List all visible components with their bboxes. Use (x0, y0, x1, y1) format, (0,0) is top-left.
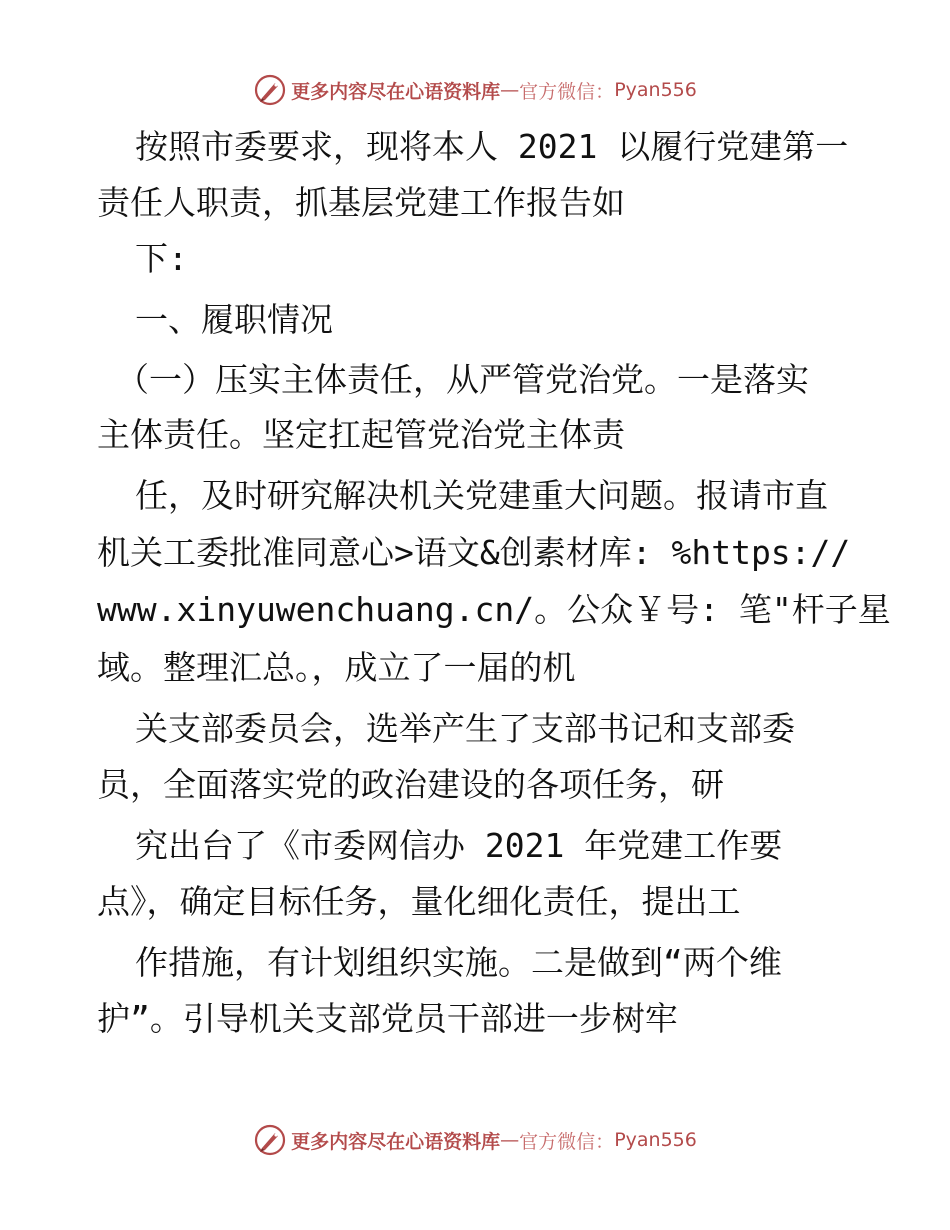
text-line: 下: (135, 239, 188, 278)
text-line: 任，及时研究解决机关党建重大问题。报请市直 (135, 476, 828, 515)
pen-logo-icon (253, 1123, 287, 1157)
text-line: 作措施，有计划组织实施。二是做到“两个维 (135, 943, 782, 982)
banner-dash: — (500, 79, 520, 101)
text-line: 护”。引导机关支部党员干部进一步树牢 (97, 999, 678, 1038)
banner-lead-text: 更多内容尽在心语资料库 (291, 1130, 501, 1153)
text-line: 机关工委批准同意心>语文&创素材库: %https:// (97, 533, 851, 572)
banner-wechat-label: 官方微信： (519, 1130, 615, 1153)
text-line: 员，全面落实党的政治建设的各项任务，研 (97, 765, 724, 804)
text-line: 域。整理汇总。，成立了一届的机 (97, 648, 576, 687)
watermark-banner-bottom (0, 1120, 950, 1160)
banner-wechat-label: 官方微信： (519, 80, 615, 103)
text-line: 责任人职责，抓基层党建工作报告如 (97, 183, 625, 222)
banner-wechat-id: Pyan556 (614, 1129, 697, 1151)
text-line: 究出台了《市委网信办 2021 年党建工作要 (135, 826, 783, 865)
pen-logo-icon (253, 73, 287, 107)
text-line: 主体责任。坚定扛起管党治党主体责 (97, 415, 625, 454)
banner-dash: — (500, 1129, 520, 1151)
text-line: 按照市委要求，现将本人 2021 以履行党建第一 (135, 127, 849, 166)
text-line: 点》，确定目标任务，量化细化责任，提出工 (97, 882, 741, 921)
banner-lead-text: 更多内容尽在心语资料库 (291, 80, 501, 103)
banner-wechat-id: Pyan556 (614, 79, 697, 101)
watermark-banner-top (0, 70, 950, 110)
text-line: （一）压实主体责任，从严管党治党。一是落实 (116, 360, 809, 399)
text-line: 关支部委员会，选举产生了支部书记和支部委 (135, 709, 795, 748)
text-line: www.xinyuwenchuang.cn/。公众￥号: 笔"杆子星 (97, 590, 891, 629)
section-heading: 一、履职情况 (135, 300, 333, 339)
